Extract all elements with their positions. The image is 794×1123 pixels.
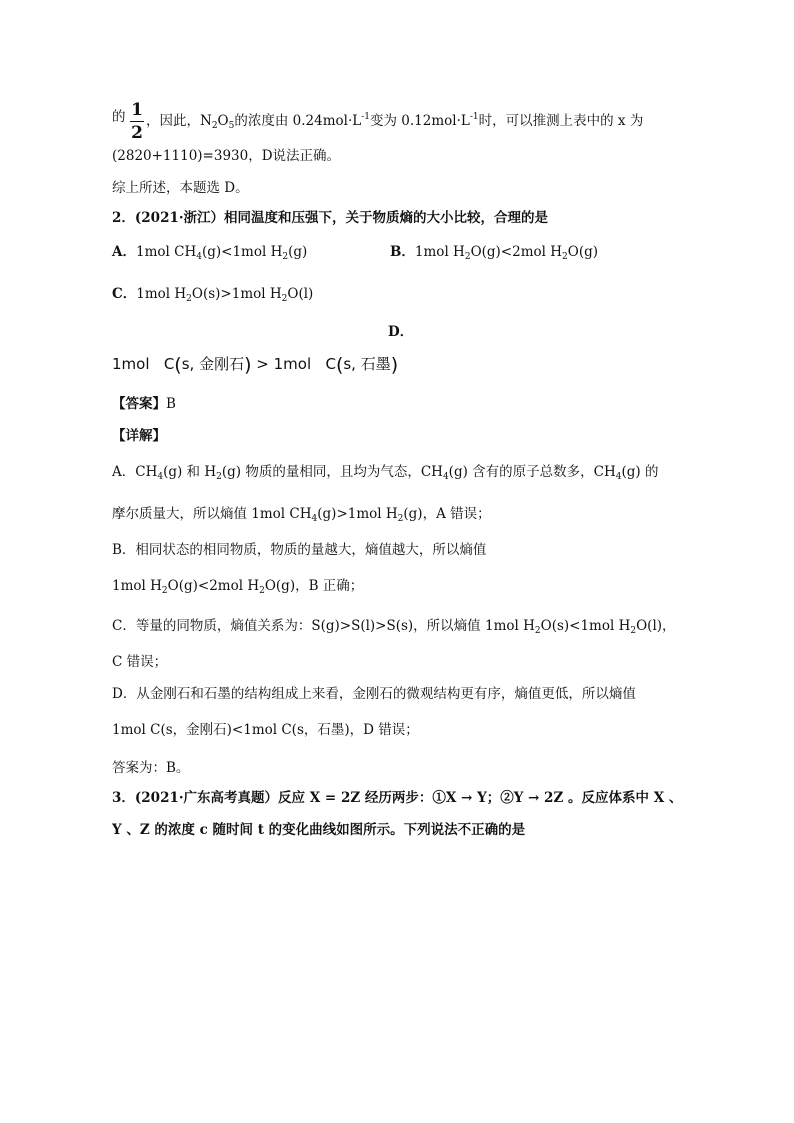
option-text: O(g)<2mol H (470, 244, 563, 260)
answer-line (112, 394, 794, 414)
detail-text: O(l)， (636, 618, 676, 634)
option-text: (g)<1mol H (201, 244, 283, 260)
formula-sub: 2 (281, 294, 288, 304)
detail-b-line-2 (112, 576, 794, 601)
detail-b-line-1: B．相同状态的相同物质，物质的量越大，熵值越大，所以熵值 (112, 542, 487, 558)
fraction-one-half (130, 100, 144, 143)
detail-d-line-1: D．从金刚石和石墨的结构组成上来看，金刚石的微观结构更有序，熵值更低，所以熵值 (112, 686, 636, 702)
detail-text: 1mol H (112, 578, 162, 594)
formula-sub: 2 (161, 586, 168, 596)
detail-text: (g)，A 错误； (403, 506, 491, 522)
detail-text: O(g)，B 正确； (264, 578, 364, 594)
formula-part: > (256, 355, 269, 373)
detail-d-line-2: 1mol C(s，金刚石)<1mol C(s，石墨)，D 错误； (112, 722, 419, 738)
option-label: A． (112, 244, 136, 260)
detail-text: A．CH (112, 464, 158, 480)
formula-part: O (217, 113, 229, 129)
option-d-label: D． (388, 324, 414, 340)
formula-part: s, 金刚石 (181, 355, 245, 373)
detail-tag: 【详解】 (112, 428, 166, 444)
detail-text: O(g)<2mol H (167, 578, 260, 594)
formula-sub: 2 (211, 121, 218, 131)
formula-sub: 2 (464, 252, 471, 262)
detail-text: 摩尔质量大，所以熵值 1mol CH (112, 506, 312, 522)
detail-c-line-1 (112, 616, 794, 641)
paren-open: ( (174, 354, 182, 376)
text-segment: 变为 0.12mol·L (370, 113, 470, 129)
text-line-3: 综上所述，本题选 D。 (112, 180, 249, 196)
option-text: 1mol H (136, 286, 187, 302)
formula-sub: 2 (186, 294, 192, 304)
text-line-1-rest (146, 107, 794, 136)
detail-a-line-1 (112, 462, 794, 487)
option-text: 1mol H (414, 244, 465, 260)
option-text: (g) (288, 244, 308, 260)
detail-text: (g) 含有的原子总数多，CH (448, 464, 616, 480)
formula-part: s, 石墨 (343, 355, 391, 373)
detail-text: C．等量的同物质，熵值关系为：S(g)>S(l)>S(s)，所以熵值 1mol H (112, 618, 535, 634)
answer-tag: 【答案】 (112, 396, 166, 412)
n2o5-formula (200, 113, 234, 129)
text-line-2: (2820+1110)=3930，D说法正确。 (112, 148, 341, 164)
formula-sub: 2 (216, 472, 222, 482)
paren-open: ( (335, 354, 344, 376)
formula-sub: 2 (630, 626, 637, 636)
fraction-denominator: 2 (131, 123, 143, 143)
detail-c-line-2: C 错误； (112, 654, 168, 670)
formula-part: N (200, 113, 212, 129)
option-d-formula (112, 354, 794, 375)
formula-sub: 4 (442, 472, 449, 482)
formula-sub: 4 (615, 472, 622, 482)
formula-part: C (163, 355, 175, 373)
formula-part: 1mol (273, 355, 312, 373)
formula-part: C (325, 355, 336, 373)
question-3-line-1: 3．(2021·广东高考真题）反应 X = 2Z 经历两步：①X → Y；②Y → 2Z 。反应体系中 X 、 (112, 790, 683, 806)
detail-text: (g) 和 H (163, 464, 217, 480)
option-b (390, 242, 794, 267)
text-segment: ，因此， (146, 113, 200, 129)
option-text: O(s)>1mol H (191, 286, 282, 302)
formula-sub: 5 (228, 121, 235, 131)
option-label: C． (112, 286, 137, 302)
paren-close: ) (390, 354, 399, 376)
text-segment: 的浓度由 0.24mol·L (234, 113, 362, 129)
text-prefix: 的 (112, 109, 126, 125)
formula-sub: 4 (157, 472, 164, 482)
paren-close: ) (244, 354, 252, 376)
option-label: B． (390, 244, 415, 260)
formula-sub: 2 (282, 252, 289, 262)
formula-part: 1mol (112, 355, 150, 373)
formula-sub: 4 (311, 514, 318, 524)
detail-text: (g) 物质的量相同，且均为气态，CH (221, 464, 443, 480)
fraction-bar (130, 121, 144, 122)
option-text: O(g) (567, 244, 599, 260)
detail-text: O(s)<1mol H (540, 618, 631, 634)
fraction-numerator: 1 (131, 100, 143, 120)
formula-sub: 2 (397, 514, 404, 524)
option-c (112, 284, 794, 309)
detail-text: (g)>1mol H (317, 506, 398, 522)
formula-sub: 2 (259, 586, 265, 596)
detail-text: (g) 的 (621, 464, 659, 480)
text-segment: 时，可以推测上表中的 x 为 (478, 113, 644, 129)
question-2-title: 2．(2021·浙江）相同温度和压强下，关于物质熵的大小比较，合理的是 (112, 210, 549, 226)
superscript: -1 (361, 112, 370, 122)
final-answer: 答案为：B。 (112, 760, 190, 776)
option-text: O(l) (287, 286, 314, 302)
formula-sub: 4 (196, 252, 202, 262)
formula-sub: 2 (562, 252, 568, 262)
option-text: 1mol CH (135, 244, 197, 260)
answer-value: B (166, 396, 176, 412)
question-3-line-2: Y 、Z 的浓度 c 随时间 t 的变化曲线如图所示。下列说法不正确的是 (112, 822, 526, 838)
formula-sub: 2 (534, 626, 541, 636)
detail-a-line-2 (112, 504, 794, 529)
superscript: -1 (469, 112, 479, 122)
